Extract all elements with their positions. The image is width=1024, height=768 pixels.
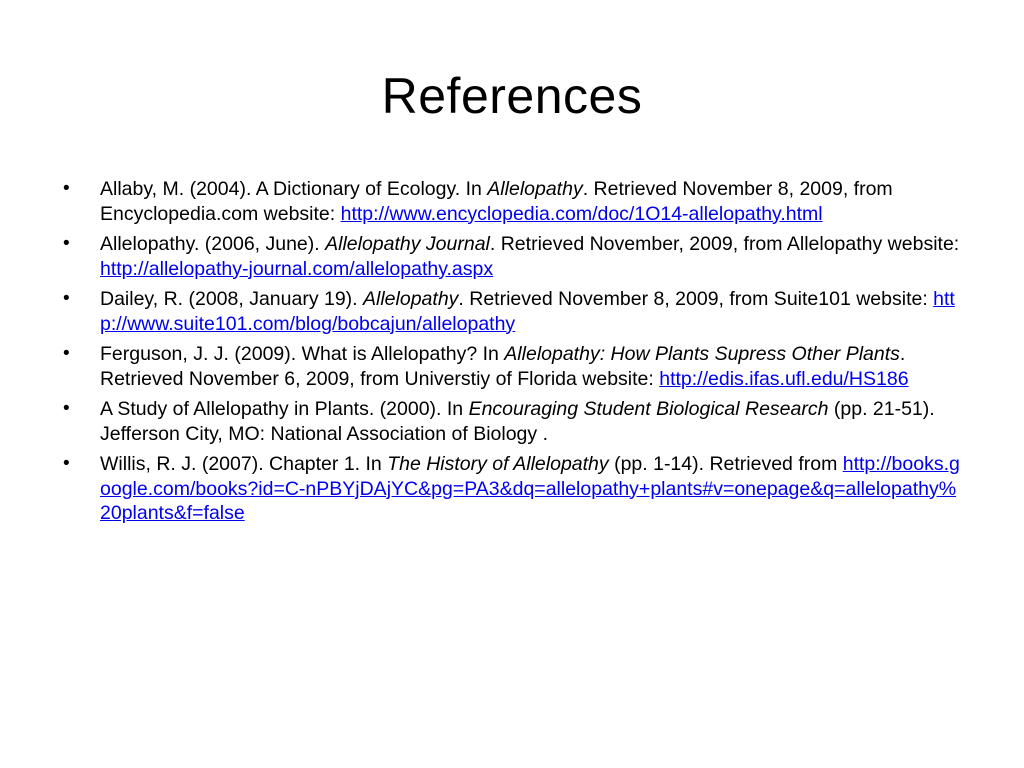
bullet-icon: • bbox=[63, 398, 70, 419]
reference-text: Allaby, M. (2004). A Dictionary of Ecology. In bbox=[100, 178, 488, 200]
reference-item bbox=[60, 232, 960, 281]
reference-list bbox=[60, 177, 960, 532]
reference-text: A Study of Allelopathy in Plants. (2000). In bbox=[100, 398, 469, 420]
bullet-icon: • bbox=[63, 288, 70, 309]
reference-link[interactable]: http://www.encyclopedia.com/doc/1O14-allelopathy.html bbox=[340, 202, 823, 225]
reference-text: . Retrieved November, 2009, from Allelopathy website: bbox=[489, 233, 960, 255]
reference-text: . Retrieved November 8, 2009, from Suite101 website: bbox=[458, 288, 934, 310]
reference-text: Dailey, R. (2008, January 19). bbox=[100, 288, 364, 310]
reference-italic-title: Encouraging Student Biological Research bbox=[468, 398, 829, 420]
bullet-icon: • bbox=[63, 233, 70, 254]
slide-title: References bbox=[381, 68, 643, 124]
reference-text: . Retrieved November 8, 2009, from Encyclopedia.com website: bbox=[100, 178, 893, 225]
reference-text: (pp. 21-51). Jefferson City, MO: National Association of Biology . bbox=[100, 398, 935, 445]
bullet-icon: • bbox=[63, 453, 70, 474]
reference-italic-title: Allelopathy Journal bbox=[325, 233, 490, 255]
reference-link[interactable]: http://www.suite101.com/blog/bobcajun/allelopathy bbox=[100, 288, 955, 335]
reference-item bbox=[60, 287, 960, 336]
reference-item bbox=[60, 452, 960, 526]
reference-item bbox=[60, 177, 960, 226]
reference-text: . Retrieved November 6, 2009, from Universtiy of Florida website: bbox=[100, 343, 906, 390]
reference-item bbox=[60, 397, 960, 446]
reference-text: (pp. 1-14). Retrieved from bbox=[608, 453, 843, 475]
reference-link[interactable]: http://edis.ifas.ufl.edu/HS186 bbox=[659, 367, 909, 390]
reference-text: Ferguson, J. J. (2009). What is Allelopathy? In bbox=[100, 343, 505, 365]
reference-text: Allelopathy. (2006, June). bbox=[100, 233, 326, 255]
reference-link[interactable]: http://books.google.com/books?id=C-nPBYjDAjYC&pg=PA3&dq=allelopathy+plants#v=onepage&q=allelopathy%20plants&f=false bbox=[100, 453, 960, 524]
reference-italic-title: Allelopathy: How Plants Supress Other Plants bbox=[504, 343, 900, 365]
reference-item bbox=[60, 342, 960, 391]
reference-text: Willis, R. J. (2007). Chapter 1. In bbox=[100, 453, 388, 475]
bullet-icon: • bbox=[63, 343, 70, 364]
bullet-icon: • bbox=[63, 178, 70, 199]
reference-italic-title: Allelopathy bbox=[363, 288, 459, 310]
reference-italic-title: Allelopathy bbox=[487, 178, 583, 200]
reference-italic-title: The History of Allelopathy bbox=[387, 453, 609, 475]
reference-link[interactable]: http://allelopathy-journal.com/allelopathy.aspx bbox=[100, 257, 494, 280]
